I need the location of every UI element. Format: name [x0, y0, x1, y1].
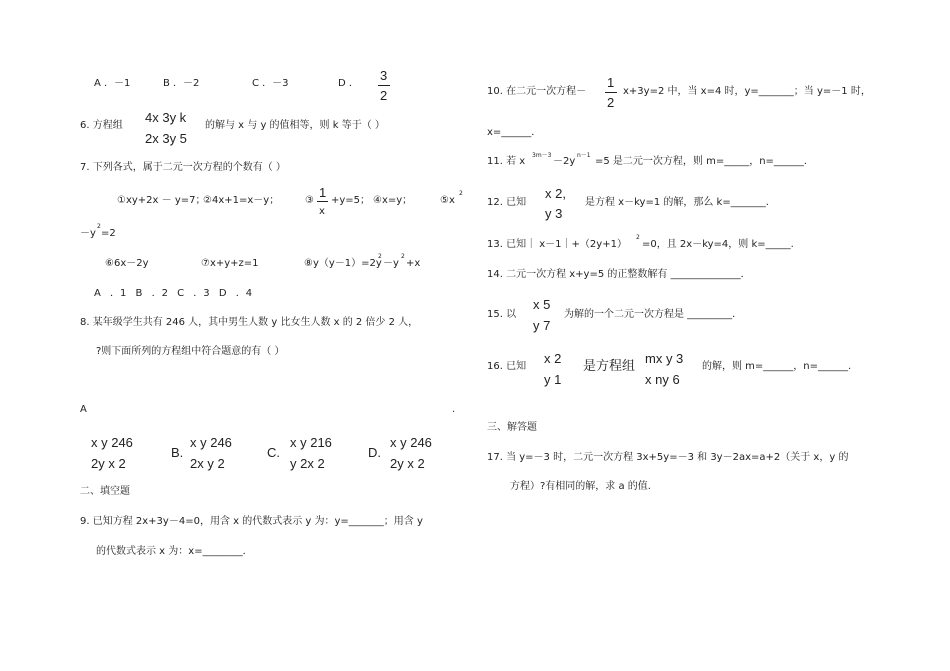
superscript: 3m－3 — [532, 152, 552, 159]
q7-item-4: ④x=y； — [373, 195, 413, 206]
q17-line1: 17. 当 y=－3 时，二元一次方程 3x+5y=－3 和 3y－2ax=a+2（关于 x，y 的 — [487, 452, 849, 463]
q11-text: =5 是二元一次方程，则 m=_____，n=______． — [595, 156, 814, 167]
superscript: 2 — [378, 253, 382, 260]
q6-system-row1: 4x 3y k — [145, 110, 187, 125]
q10-prefix: 10. 在二元一次方程－ — [487, 86, 587, 97]
q6-label: 6. 方程组 — [80, 120, 123, 131]
q13-text: =0，且 2x－ky=4，则 k=_____. — [642, 239, 794, 250]
q7-item-8: ⑧y（y－1）=2y — [304, 258, 382, 269]
section-heading-solve: 三、解答题 — [487, 422, 537, 433]
q10-text: x+3y=2 中，当 x=4 时，y=_______；当 y=－1 时， — [623, 86, 871, 97]
q7-item-2: ②4x+1=x－y； — [203, 195, 280, 206]
q16-label: 16. 已知 — [487, 361, 527, 372]
q8-option-a-row2: 2y x 2 — [91, 456, 126, 471]
q7-item-1: ①xy+2x － y=7； — [117, 195, 206, 206]
q7-item-6: ⑥6x－2y — [105, 258, 149, 269]
q7-item-8-rest: +x — [406, 258, 421, 269]
q16-solution-row1: x 2 — [544, 351, 562, 366]
q17-line2: 方程）?有相同的解，求 a 的值. — [510, 481, 651, 492]
q12-solution-row1: x 2, — [545, 186, 566, 201]
q12-solution-row2: y 3 — [545, 206, 563, 221]
q16-text: 的解，则 m=______，n=______. — [702, 361, 852, 372]
q5-option-a: A ．－1 — [94, 78, 131, 89]
q15-solution-row1: x 5 — [533, 297, 551, 312]
q7-item-7: ⑦x+y+z=1 — [201, 258, 259, 269]
q9-line1: 9. 已知方程 2x+3y－4=0，用含 x 的代数式表示 y 为：y=_______；用含 y — [80, 516, 423, 527]
fraction-bar — [605, 92, 617, 93]
q10-denominator: 2 — [607, 95, 615, 110]
q15-label: 15. 以 — [487, 309, 517, 320]
q13-prefix: 13. 已知｜ x－1｜+（2y+1） — [487, 239, 627, 250]
q7-item-3-numerator: 1 — [319, 185, 327, 200]
q8-option-a-label: A — [80, 404, 87, 415]
q10-numerator: 1 — [607, 75, 615, 90]
q10-line2: x=______． — [487, 127, 542, 138]
q8-stem-line1: 8. 某年级学生共有 246 人，其中男生人数 y 比女生人数 x 的 2 倍少 2 人， — [80, 317, 419, 328]
q7-item-3-rest: +y=5； — [331, 195, 371, 206]
q5-d-denominator: 2 — [380, 88, 388, 103]
q5-option-d: D ． — [338, 78, 359, 89]
q11-mid: －2y — [553, 156, 576, 167]
q5-option-b: B ．－2 — [163, 78, 200, 89]
q7-item-8-mid: －y — [383, 258, 399, 269]
q15-solution-row2: y 7 — [533, 318, 551, 333]
fraction-bar — [317, 201, 328, 202]
q7-item-3-denominator: x — [319, 206, 325, 217]
q8-option-a-dot: . — [452, 404, 456, 415]
q5-option-c: C ．－3 — [252, 78, 289, 89]
superscript: 2 — [459, 190, 463, 197]
q8-option-a-row1: x y 246 — [91, 435, 133, 450]
q7-item-5: ⑤x — [440, 195, 455, 206]
q15-text: 为解的一个二元一次方程是 _________． — [564, 309, 743, 320]
q16-mid-text: 是方程组 — [583, 359, 636, 374]
q9-line2: 的代数式表示 x 为：x=________． — [96, 546, 253, 557]
q8-option-b-row1: x y 246 — [190, 435, 232, 450]
q7-stem: 7. 下列各式，属于二元一次方程的个数有（ ） — [80, 162, 286, 173]
q8-option-c-row1: x y 216 — [290, 435, 332, 450]
superscript: 2 — [97, 223, 101, 230]
q8-option-c-label: C. — [267, 445, 280, 460]
q5-d-numerator: 3 — [380, 68, 388, 83]
q7-item-5-continued: －y — [80, 228, 96, 239]
q8-option-d-label: D. — [368, 445, 381, 460]
q8-option-d-row2: 2y x 2 — [390, 456, 425, 471]
q7-options: A ．1 B ．2 C ．3 D ．4 — [94, 288, 253, 299]
q6-text: 的解与 x 与 y 的值相等，则 k 等于（ ） — [205, 120, 385, 131]
q12-text: 是方程 x－ky=1 的解，那么 k=_______. — [585, 197, 769, 208]
q8-option-c-row2: y 2x 2 — [290, 456, 325, 471]
q12-label: 12. 已知 — [487, 197, 527, 208]
q8-option-b-row2: 2x y 2 — [190, 456, 225, 471]
q7-item-5-rest: =2 — [101, 228, 116, 239]
superscript: 2 — [636, 234, 640, 241]
superscript: 2 — [401, 253, 405, 260]
q8-stem-line2: ?则下面所列的方程组中符合题意的有（ ） — [96, 346, 285, 357]
q16-system-row1: mx y 3 — [645, 351, 684, 366]
question-14: 14. 二元一次方程 x+y=5 的正整数解有 ______________． — [487, 269, 751, 280]
fraction-bar — [378, 85, 390, 86]
section-heading-fill-in: 二、填空题 — [80, 486, 130, 497]
q16-system-row2: x ny 6 — [645, 372, 680, 387]
q6-system-row2: 2x 3y 5 — [145, 131, 187, 146]
q16-solution-row2: y 1 — [544, 372, 562, 387]
q11-prefix: 11. 若 x — [487, 156, 526, 167]
superscript: n－1 — [577, 152, 591, 159]
q8-option-b-label: B. — [171, 445, 184, 460]
q7-item-3-mark: ③ — [305, 195, 314, 206]
q8-option-d-row1: x y 246 — [390, 435, 432, 450]
